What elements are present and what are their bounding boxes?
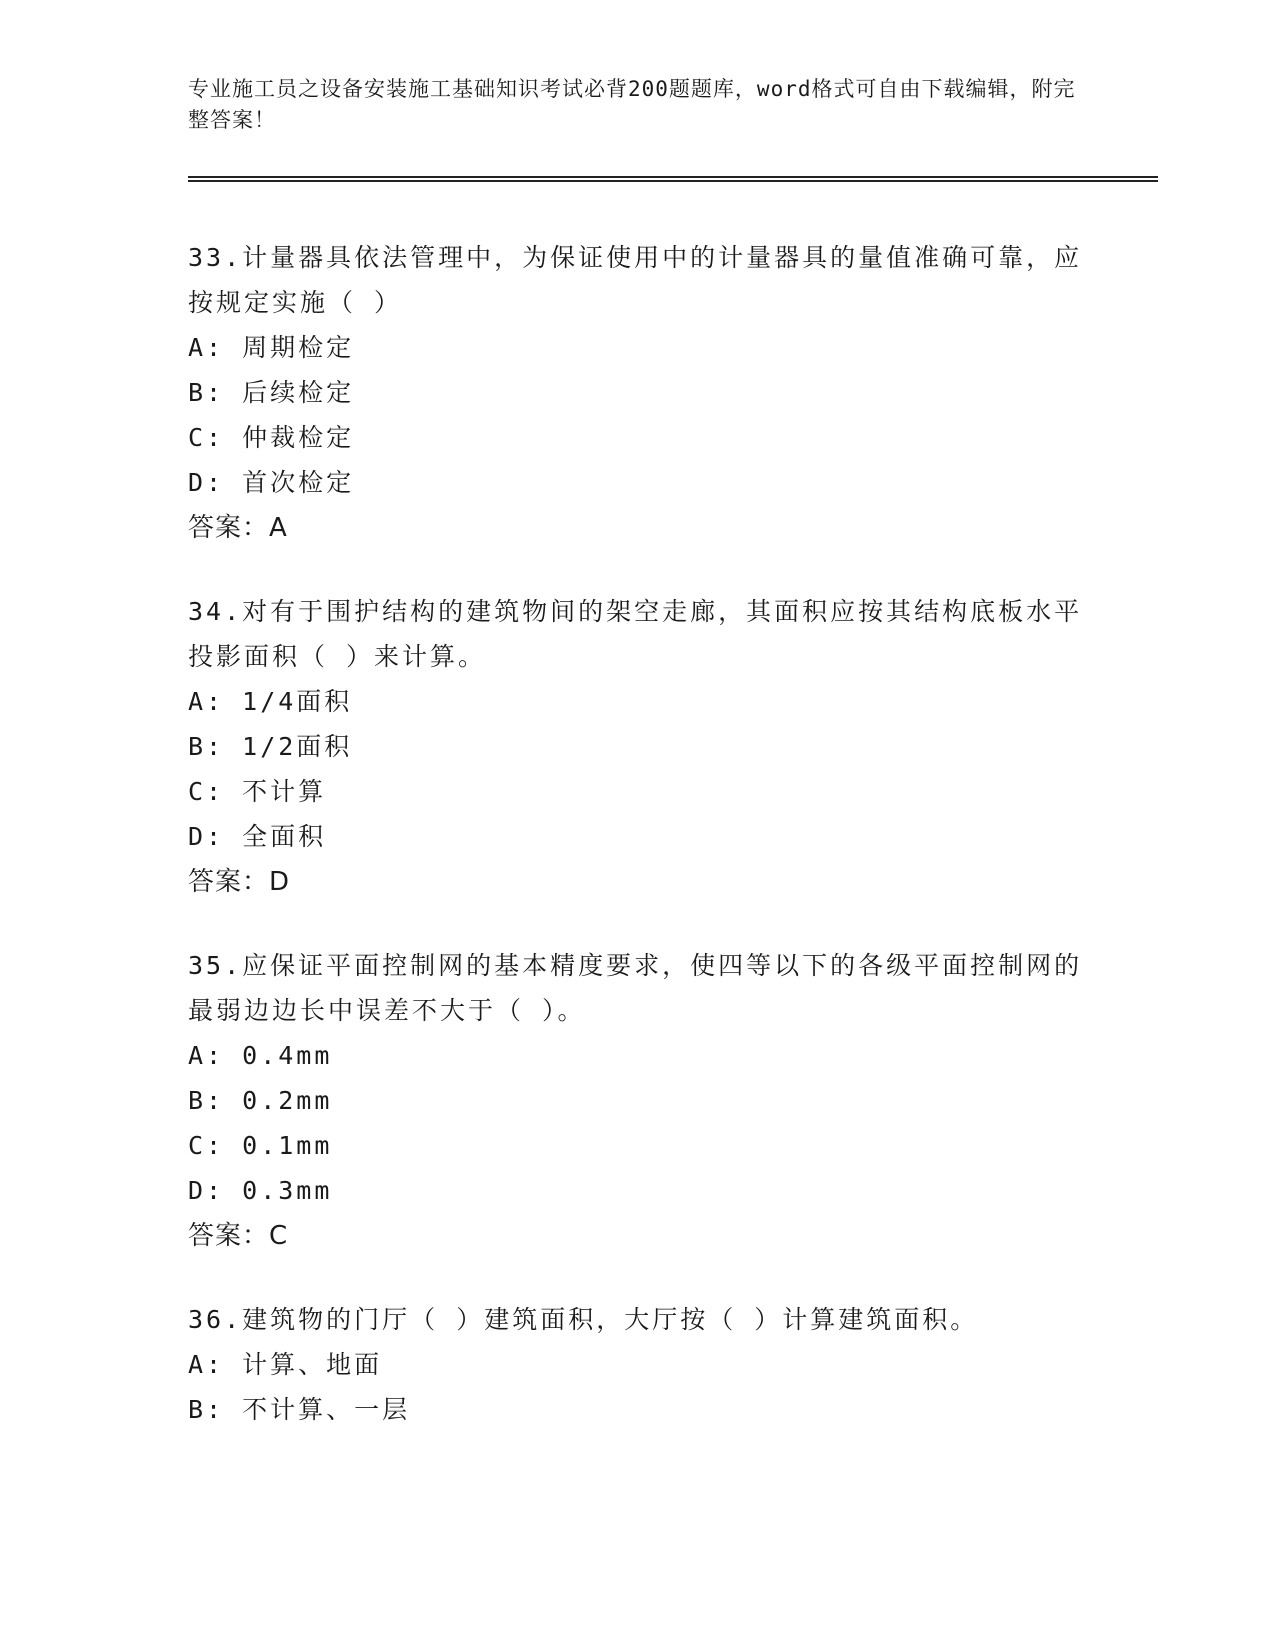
question-34 [188,589,1088,905]
option-b: B: 1/2面积 [188,732,353,761]
answer-text: 答案：C [188,1221,289,1251]
answer-text: 答案：A [188,513,288,543]
option-a: A: 0.4mm [188,1041,333,1070]
option-c: C: 仲裁检定 [188,423,355,452]
option-d: D: 0.3mm [188,1176,333,1205]
option-b: B: 0.2mm [188,1086,333,1115]
option-d: D: 全面积 [188,822,327,851]
question-stem: 34.对有于围护结构的建筑物间的架空走廊，其面积应按其结构底板水平投影面积（ ）来计算。 [188,597,1083,671]
option-a: A: 1/4面积 [188,687,353,716]
question-stem: 33.计量器具依法管理中，为保证使用中的计量器具的量值准确可靠，应按规定实施（ ） [188,243,1083,317]
question-36 [188,1297,1088,1432]
question-stem: 35.应保证平面控制网的基本精度要求，使四等以下的各级平面控制网的最弱边边长中误差不大于（ ）。 [188,951,1083,1025]
header-divider [188,176,1158,182]
question-35 [188,943,1088,1259]
answer-text: 答案：D [188,867,291,897]
option-a: A: 周期检定 [188,333,355,362]
option-b: B: 不计算、一层 [188,1395,411,1424]
question-33 [188,235,1088,551]
question-stem: 36.建筑物的门厅（ ）建筑面积，大厅按（ ）计算建筑面积。 [188,1305,979,1334]
document-header-title: 专业施工员之设备安装施工基础知识考试必背200题题库，word格式可自由下载编辑，附完整答案！ [188,77,1076,132]
option-a: A: 计算、地面 [188,1350,383,1379]
option-c: C: 不计算 [188,777,327,806]
question-list [188,235,1088,1470]
option-b: B: 后续检定 [188,378,355,407]
option-c: C: 0.1mm [188,1131,333,1160]
option-d: D: 首次检定 [188,468,355,497]
